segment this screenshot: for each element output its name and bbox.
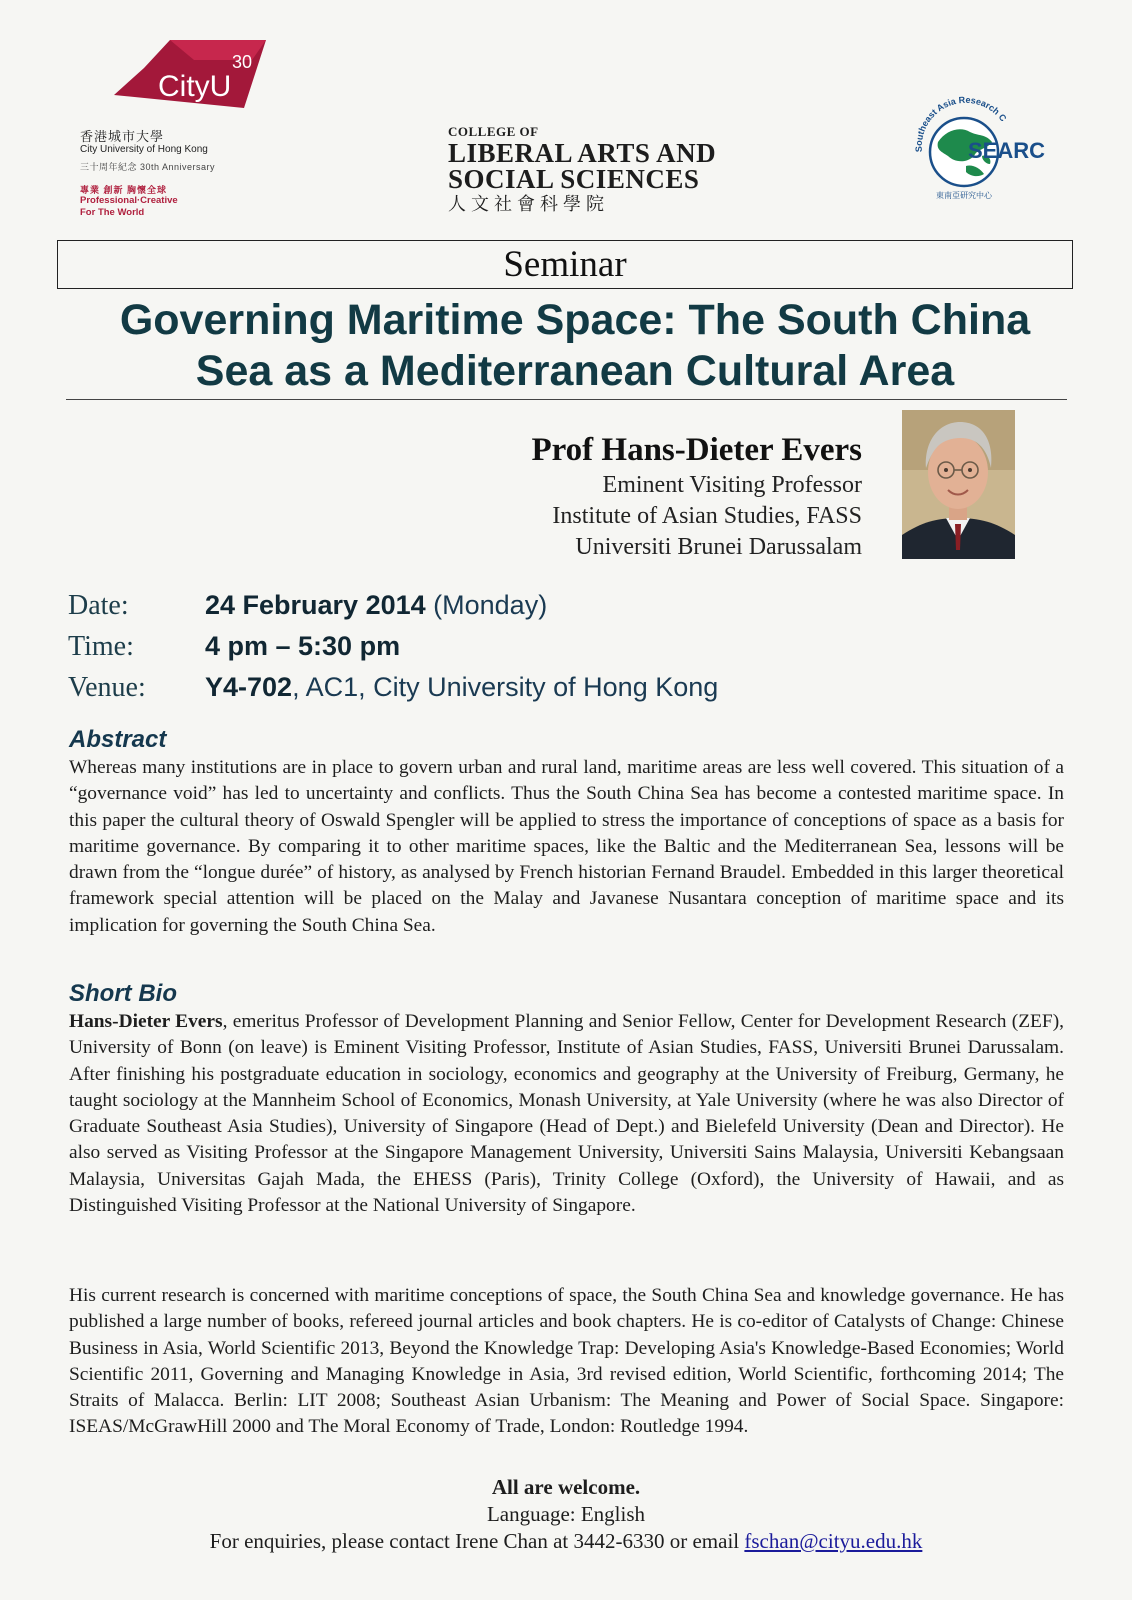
bio-para1-text: , emeritus Professor of Development Planning and Senior Fellow, Center for Development Research (ZEF), University of Bonn (on leave) is Eminent Visiting Professor, Institute of Asian Studies, FASS, Universiti Brunei Darussalam. After finishing his postgraduate education in sociology, economics and geography at the University of Freiburg, Germany, he taught sociology at the Mannheim School of Economics, Monash University, at Yale University (where he was also Director of Graduate Southeast Asia Studies), University of Singapore (Head of Dept.) and Bielefeld University (Dean and Director). He also served as Visiting Professor at the Singapore Management University, Universiti Sains Malaysia, Universiti Kebangsaan Malaysia, Universitas Gajah Mada, the EHESS (Paris), Trinity College (Oxford), the University of Hawaii, and as Distinguished Visiting Professor at the National University of Singapore. — [69, 1011, 1064, 1217]
abstract-text: Whereas many institutions are in place to govern urban and rural land, maritime areas are less well covered. This situation of a “governance void” has led to uncertainty and conflicts. Thus the South China Sea has become a contested maritime space. In this paper the cultural theory of Oswald Spengler will be applied to stress the importance of conceptions of space as a basis for maritime governance. By comparing it to other maritime spaces, like the Baltic and the Mediterranean Sea, lessons will be drawn from the “longue durée” of history, as analysed by French historian Fernand Braudel. Embedded in this larger theoretical framework special attention will be placed on the Malay and Javanese Nusantara conception of maritime space and its implication for governing the South China Sea. — [69, 757, 1064, 936]
abstract-heading: Abstract — [69, 726, 167, 753]
venue-rest: , AC1, City University of Hong Kong — [292, 672, 719, 702]
email-link[interactable]: fschan@cityu.edu.hk — [744, 1529, 923, 1553]
searc-globe-icon — [908, 94, 1058, 204]
bio-paragraph-1 — [69, 1009, 1064, 1219]
time-label: Time: — [68, 631, 134, 662]
bio-paragraph-2: His current research is concerned with maritime conceptions of space, the South China Sea and knowledge governance. He has published a large number of books, refereed journal articles and book chapters. He is co-editor of Catalysts of Change: Chinese Business in Asia, World Scientific 2013, Beyond the Knowledge Trap: Developing Asia's Knowledge-Based Economies; World Scientific 2011, Governing and Managing Knowledge in Asia, 3rd revised edition, World Scientific, forthcoming 2014; The Straits of Malacca. Berlin: LIT 2008; Southeast Asian Urbanism: The Meaning and Power of Social Space. Singapore: ISEAS/McGrawHill 2000 and The Moral Economy of Trade, London: Routledge 1994. — [69, 1285, 1064, 1438]
cityu-motto-zh: 專業 創新 胸懷全球 — [80, 185, 168, 195]
time-bold: 4 pm – 5:30 pm — [205, 631, 401, 661]
college-line2: SOCIAL SCIENCES — [448, 164, 700, 194]
speaker-university: Universiti Brunei Darussalam — [575, 534, 862, 560]
searc-logo — [908, 94, 1058, 204]
venue-value — [205, 672, 718, 703]
bio-heading: Short Bio — [69, 980, 177, 1007]
college-small: COLLEGE OF — [448, 124, 539, 139]
time-value — [205, 631, 400, 662]
footer — [0, 1474, 1132, 1555]
cityu-motto-en-2: For The World — [80, 207, 145, 218]
college-logo — [448, 124, 768, 216]
venue-room: Y4-702 — [205, 672, 293, 702]
cityu-logo — [80, 40, 280, 220]
cityu-anniversary: 三十周年紀念 30th Anniversary — [80, 162, 216, 172]
speaker-position: Eminent Visiting Professor — [602, 472, 862, 498]
speaker-photo — [902, 410, 1015, 559]
cityu-name-zh: 香港城市大學 — [80, 129, 165, 144]
searc-name-zh: 東南亞研究中心 — [936, 191, 992, 200]
language-text: Language: English — [486, 1502, 646, 1526]
cityu-motto-en-1: Professional·Creative — [80, 195, 178, 206]
cityu-30: 30 — [232, 52, 253, 72]
college-name — [448, 140, 768, 192]
date-day: (Monday) — [425, 590, 548, 620]
bio-name: Hans-Dieter Evers — [69, 1011, 223, 1032]
searc-ring-text: Southeast Asia Research C — [913, 94, 1009, 153]
title-line-2: Sea as a Mediterranean Cultural Area — [195, 347, 955, 395]
cityu-name-en: City University of Hong Kong — [80, 144, 208, 155]
event-type-banner: Seminar — [57, 240, 1073, 289]
title-divider — [66, 399, 1067, 400]
welcome-text: All are welcome. — [491, 1475, 641, 1499]
speaker-institute: Institute of Asian Studies, FASS — [552, 503, 862, 529]
seminar-title — [40, 295, 1110, 397]
date-value — [205, 590, 547, 621]
venue-label: Venue: — [68, 672, 146, 703]
searc-acronym: SEARC — [968, 138, 1046, 163]
date-label: Date: — [68, 590, 129, 621]
enquiry-line — [0, 1528, 1132, 1555]
speaker-name: Prof Hans-Dieter Evers — [531, 432, 862, 468]
speaker-info — [342, 430, 862, 563]
enquiry-text: For enquiries, please contact Irene Chan at 3442-6330 or email — [209, 1529, 745, 1553]
title-line-1: Governing Maritime Space: The South China — [119, 296, 1031, 344]
cityu-wordmark: CityU — [158, 70, 232, 103]
college-line1: LIBERAL ARTS AND — [448, 138, 717, 168]
college-name-zh: 人文社會科學院 — [448, 194, 609, 214]
date-bold: 24 February 2014 — [205, 590, 426, 620]
cityu-mark-icon — [114, 40, 274, 122]
